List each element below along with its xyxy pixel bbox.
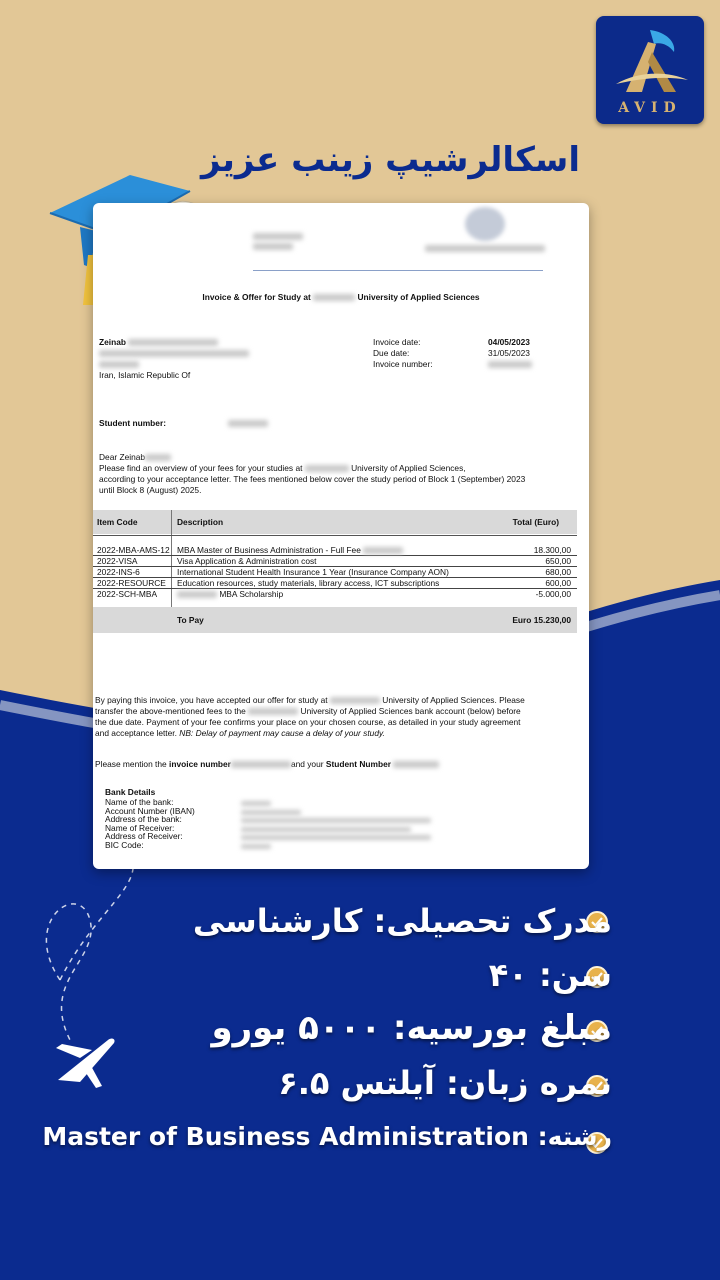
payment-paragraph: By paying this invoice, you have accepted our offer for study at University of Applied Sciences. Please transfer the above-mentioned fees to the University of Applied Sciences bank account (below) before the due date. Payment of your fee confirms your place on your chosen course, as detailed in your study agreement and acceptance letter. NB: Delay of payment may cause a delay of your study.	[95, 695, 525, 738]
letterhead-rule	[253, 270, 543, 271]
logo-text: AVID	[618, 100, 682, 116]
fact-language-score: نمره زبان: آیلتس ۶.۵	[278, 1064, 612, 1102]
avid-logo	[596, 16, 704, 124]
fee-table-header	[93, 510, 577, 534]
bank-values-redacted	[241, 799, 431, 850]
invoice-date-value: 04/05/2023	[488, 337, 530, 347]
student-number: Student number:	[99, 418, 268, 429]
recipient-country: Iran, Islamic Republic Of	[99, 370, 191, 380]
fee-table-rows	[93, 545, 577, 599]
table-row: 2022-SCH-MBA MBA Scholarship -5.000,00	[97, 589, 571, 599]
fact-field-of-study: رشته: Master of Business Administration	[42, 1122, 612, 1151]
table-rule	[93, 535, 577, 536]
col-description: Description	[177, 517, 224, 527]
university-address-redacted	[425, 245, 545, 252]
due-date-value: 31/05/2023	[488, 348, 530, 358]
recipient-name: Zeinab	[99, 337, 126, 347]
bank-details: Bank Details Name of the bank: Account Number (IBAN) Address of the bank: Name of Receiver: Address of Receiver: BIC Code:	[105, 787, 195, 850]
page-title: اسکالرشیپ زینب عزیز	[200, 140, 580, 180]
sender-address-redacted	[253, 243, 293, 250]
intro-paragraph: Dear Zeinab Please find an overview of your fees for your studies at University of Applied Sciences, according to your acceptance letter. The fees mentioned below cover the study period of Block 1 (September) 2023 until Block 8 (August) 2025.	[99, 452, 526, 495]
bank-details-title: Bank Details	[105, 787, 156, 797]
sender-name-redacted	[253, 233, 303, 240]
due-date-label: Due date:	[373, 348, 410, 358]
table-row: 2022-MBA-AMS-12 MBA Master of Business Administration - Full Fee 18.300,00	[93, 545, 577, 556]
invoice-date-label: Invoice date:	[373, 337, 421, 347]
recipient-block	[99, 337, 249, 381]
invoice-number-label: Invoice number:	[373, 359, 433, 369]
airplane-icon	[50, 1030, 120, 1090]
to-pay-row	[93, 607, 577, 633]
fact-age: سن: ۴۰	[488, 956, 612, 994]
table-row: 2022-RESOURCE Education resources, study materials, library access, ICT subscriptions 600,00	[93, 578, 577, 589]
col-item-code: Item Code	[97, 517, 138, 527]
university-seal-icon	[465, 207, 505, 241]
invoice-meta	[373, 337, 573, 370]
table-row: 2022-VISA Visa Application & Administration cost 650,00	[93, 556, 577, 567]
col-total: Total (Euro)	[512, 517, 559, 527]
fact-degree: مدرک تحصیلی: کارشناسی	[192, 902, 612, 940]
reference-paragraph: Please mention the invoice number and your Student Number	[95, 759, 439, 770]
to-pay-label: To Pay	[177, 615, 204, 625]
invoice-document	[93, 203, 589, 869]
logo-emblem-icon	[596, 22, 704, 102]
fact-scholarship-amount: مبلغ بورسیه: ۵۰۰۰ یورو	[211, 1008, 612, 1048]
table-row: 2022-INS-6 International Student Health Insurance 1 Year (Insurance Company AON) 680,00	[93, 567, 577, 578]
to-pay-value: Euro 15.230,00	[512, 615, 571, 625]
invoice-title: Invoice & Offer for Study at University of Applied Sciences	[202, 292, 480, 302]
